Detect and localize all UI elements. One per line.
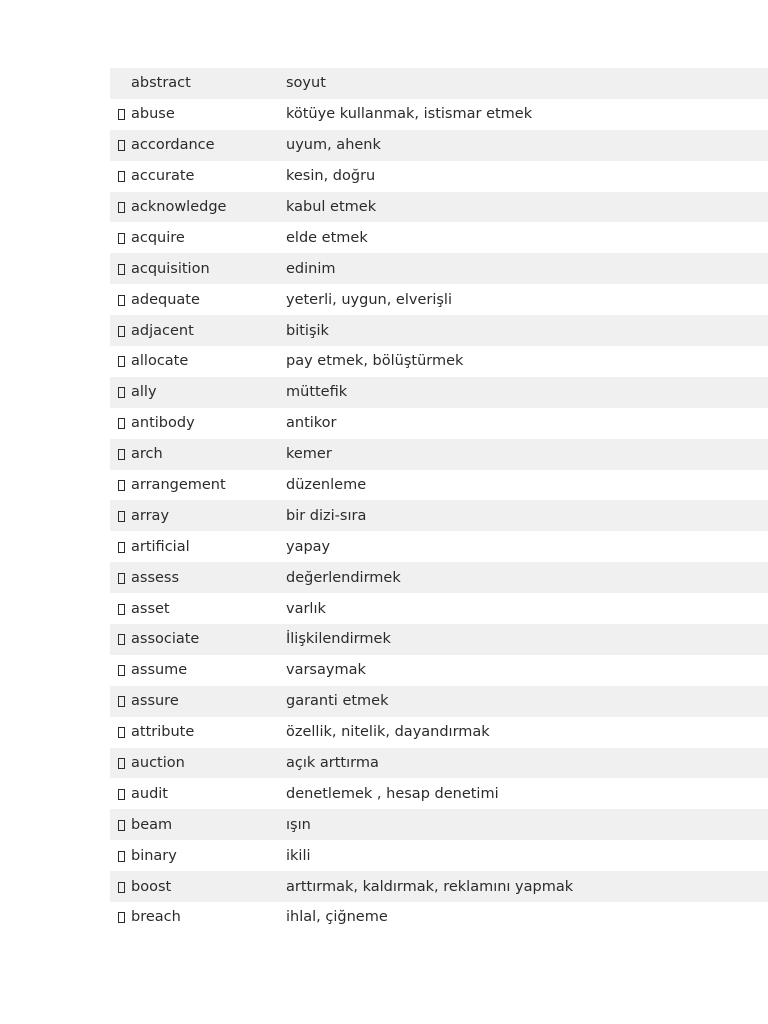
table-row: [110, 130, 768, 161]
term-cell: [110, 446, 286, 462]
table-row: [110, 99, 768, 130]
term-text: assess: [131, 569, 180, 586]
table-row: [110, 377, 768, 408]
missing-glyph-icon: [118, 418, 125, 429]
term-cell: [110, 323, 286, 339]
term-cell: [110, 909, 286, 925]
meaning-cell: özellik, nitelik, dayandırmak: [286, 724, 490, 741]
missing-glyph-icon: [118, 727, 125, 738]
term-cell: [110, 106, 286, 122]
missing-glyph-icon: [118, 449, 125, 460]
meaning-cell: kemer: [286, 446, 332, 463]
term-cell: [110, 755, 286, 771]
table-row: [110, 346, 768, 377]
missing-glyph-icon: [118, 387, 125, 398]
term-cell: [110, 75, 286, 91]
term-cell: [110, 137, 286, 153]
term-text: abstract: [131, 75, 191, 92]
missing-glyph-icon: [118, 634, 125, 645]
meaning-cell: İlişkilendirmek: [286, 631, 391, 648]
missing-glyph-icon: [118, 356, 125, 367]
table-row: [110, 624, 768, 655]
missing-glyph-icon: [118, 264, 125, 275]
meaning-cell: kötüye kullanmak, istismar etmek: [286, 106, 533, 123]
table-row: [110, 161, 768, 192]
meaning-cell: yeterli, uygun, elverişli: [286, 291, 452, 308]
term-text: audit: [131, 785, 168, 802]
meaning-cell: garanti etmek: [286, 693, 389, 710]
meaning-cell: soyut: [286, 75, 326, 92]
table-row: [110, 315, 768, 346]
meaning-cell: kesin, doğru: [286, 168, 376, 185]
missing-glyph-icon: [118, 295, 125, 306]
meaning-cell: yapay: [286, 538, 331, 555]
meaning-cell: pay etmek, bölüştürmek: [286, 353, 464, 370]
table-row: [110, 284, 768, 315]
meaning-cell: ikili: [286, 847, 311, 864]
table-row: [110, 253, 768, 284]
meaning-cell: değerlendirmek: [286, 569, 401, 586]
table-row: [110, 809, 768, 840]
term-text: allocate: [131, 353, 189, 370]
meaning-cell: varsaymak: [286, 662, 366, 679]
term-text: ally: [131, 384, 157, 401]
table-row: [110, 192, 768, 223]
vocabulary-table: [110, 68, 768, 933]
missing-glyph-icon: [118, 789, 125, 800]
table-row: [110, 562, 768, 593]
term-text: adjacent: [131, 322, 194, 339]
meaning-cell: antikor: [286, 415, 337, 432]
meaning-cell: açık arttırma: [286, 755, 379, 772]
term-text: auction: [131, 755, 185, 772]
missing-glyph-icon: [118, 78, 125, 89]
meaning-cell: bir dizi-sıra: [286, 507, 367, 524]
missing-glyph-icon: [118, 882, 125, 893]
term-cell: [110, 631, 286, 647]
term-text: acquire: [131, 229, 185, 246]
missing-glyph-icon: [118, 696, 125, 707]
term-cell: [110, 724, 286, 740]
term-cell: [110, 539, 286, 555]
term-text: asset: [131, 600, 170, 617]
meaning-cell: denetlemek , hesap denetimi: [286, 785, 499, 802]
term-cell: [110, 477, 286, 493]
meaning-cell: uyum, ahenk: [286, 137, 381, 154]
table-row: [110, 748, 768, 779]
term-text: assure: [131, 693, 179, 710]
term-cell: [110, 817, 286, 833]
missing-glyph-icon: [118, 171, 125, 182]
table-row: [110, 655, 768, 686]
term-cell: [110, 168, 286, 184]
term-text: accurate: [131, 168, 195, 185]
term-text: acknowledge: [131, 199, 227, 215]
meaning-cell: bitişik: [286, 322, 329, 339]
table-row: [110, 68, 768, 99]
table-row: [110, 840, 768, 871]
table-row: [110, 686, 768, 717]
term-cell: [110, 693, 286, 709]
term-text: beam: [131, 816, 173, 833]
term-text: adequate: [131, 291, 200, 308]
missing-glyph-icon: [118, 480, 125, 491]
meaning-cell: edinim: [286, 260, 336, 277]
missing-glyph-icon: [118, 573, 125, 584]
term-text: artificial: [131, 538, 190, 555]
term-cell: [110, 786, 286, 802]
term-text: breach: [131, 909, 181, 926]
term-text: array: [131, 507, 170, 524]
term-text: assume: [131, 662, 188, 679]
term-text: binary: [131, 847, 177, 864]
table-row: [110, 717, 768, 748]
table-row: [110, 408, 768, 439]
missing-glyph-icon: [118, 233, 125, 244]
meaning-cell: müttefik: [286, 384, 348, 401]
term-text: associate: [131, 631, 200, 648]
missing-glyph-icon: [118, 604, 125, 615]
term-text: arrangement: [131, 477, 226, 494]
missing-glyph-icon: [118, 758, 125, 769]
term-cell: [110, 662, 286, 678]
missing-glyph-icon: [118, 851, 125, 862]
table-row: [110, 593, 768, 624]
missing-glyph-icon: [118, 202, 125, 213]
term-cell: [110, 230, 286, 246]
term-cell: [110, 261, 286, 277]
meaning-cell: düzenleme: [286, 477, 367, 494]
missing-glyph-icon: [118, 511, 125, 522]
missing-glyph-icon: [118, 912, 125, 923]
meaning-cell: ihlal, çiğneme: [286, 909, 388, 926]
table-row: [110, 531, 768, 562]
table-row: [110, 902, 768, 933]
meaning-cell: ışın: [286, 816, 311, 833]
meaning-cell: elde etmek: [286, 229, 368, 246]
meaning-cell: varlık: [286, 600, 326, 617]
meaning-cell: arttırmak, kaldırmak, reklamını yapmak: [286, 878, 574, 895]
term-text: accordance: [131, 137, 215, 154]
term-cell: [110, 848, 286, 864]
missing-glyph-icon: [118, 326, 125, 337]
term-cell: [110, 292, 286, 308]
missing-glyph-icon: [118, 820, 125, 831]
term-cell: [110, 415, 286, 431]
missing-glyph-icon: [118, 140, 125, 151]
meaning-cell: kabul etmek: [286, 199, 377, 215]
table-row: [110, 778, 768, 809]
term-cell: [110, 879, 286, 895]
missing-glyph-icon: [118, 109, 125, 120]
table-row: [110, 222, 768, 253]
term-text: acquisition: [131, 260, 210, 277]
term-text: boost: [131, 878, 172, 895]
term-cell: [110, 199, 286, 215]
table-row: [110, 871, 768, 902]
missing-glyph-icon: [118, 542, 125, 553]
missing-glyph-icon: [118, 665, 125, 676]
table-row: [110, 439, 768, 470]
term-cell: [110, 384, 286, 400]
term-cell: [110, 508, 286, 524]
term-cell: [110, 601, 286, 617]
term-text: arch: [131, 446, 163, 463]
term-text: antibody: [131, 415, 195, 432]
table-row: [110, 470, 768, 501]
term-cell: [110, 353, 286, 369]
table-row: [110, 500, 768, 531]
term-cell: [110, 570, 286, 586]
term-text: attribute: [131, 724, 195, 741]
term-text: abuse: [131, 106, 175, 123]
